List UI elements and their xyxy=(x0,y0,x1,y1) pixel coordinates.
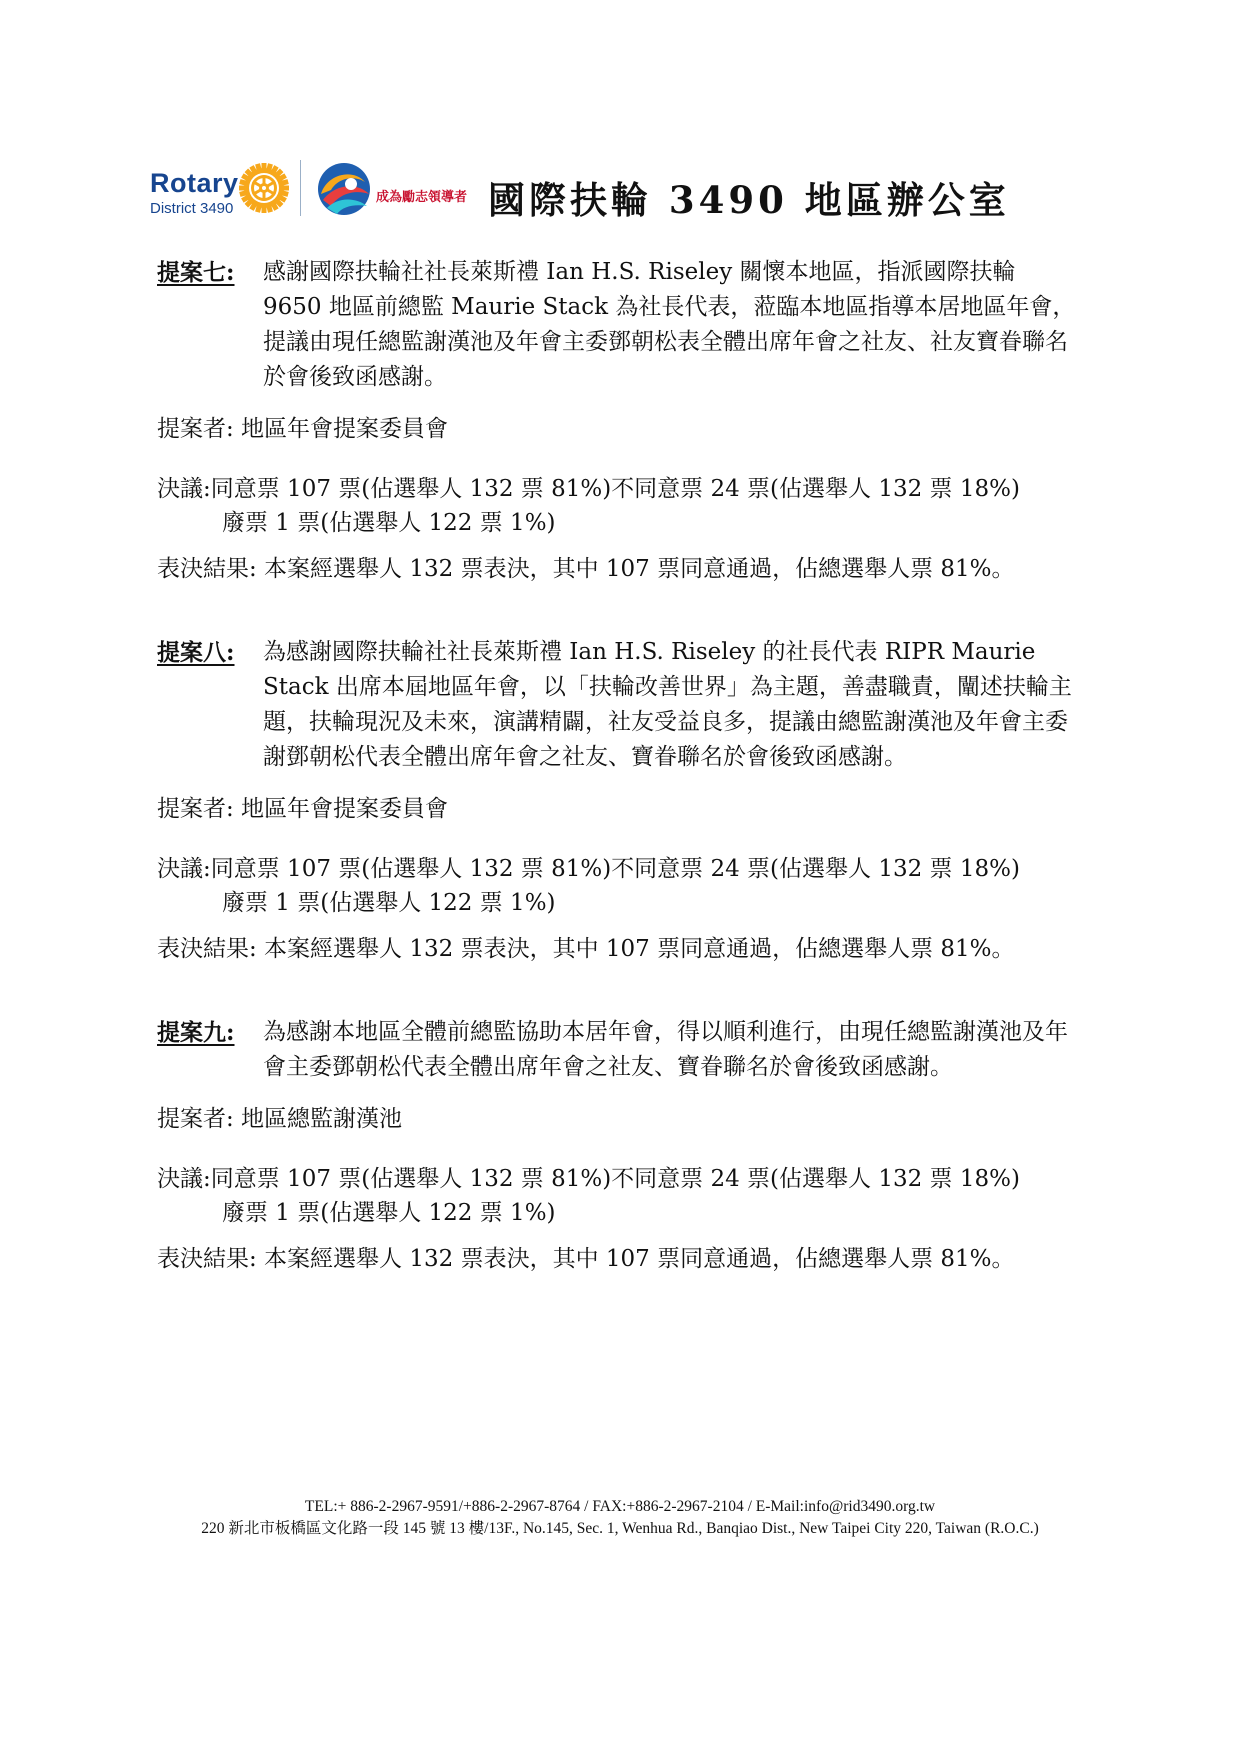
rotary-wheel-icon xyxy=(238,162,290,214)
resolution xyxy=(157,852,1077,920)
resolution-invalid-votes: 廢票 1 票(佔選舉人 122 票 1%) xyxy=(222,510,556,536)
proposal-label: 提案八: xyxy=(157,639,235,666)
proposer: 提案者: 地區年會提案委員會 xyxy=(157,416,449,442)
vote-result: 表決結果: 本案經選舉人 132 票表決，其中 107 票同意通過，佔總選舉人票 81%。 xyxy=(157,1246,1015,1272)
proposal-text: 為感謝國際扶輪社社長萊斯禮 Ian H.S. Riseley 的社長代表 RIPR Maurie Stack 出席本屆地區年會，以「扶輪改善世界」為主題，善盡職責，闡述扶輪主題，扶輪現況及未來，演講精闢，社友受益良多，提議由總監謝漢池及年會主委謝鄧朝松代表全體出席年會之社友、寶眷聯名於會後致函感謝。 xyxy=(263,639,1072,770)
proposer: 提案者: 地區年會提案委員會 xyxy=(157,796,449,822)
footer xyxy=(0,1496,1240,1540)
resolution xyxy=(157,1162,1077,1230)
resolution-invalid-votes: 廢票 1 票(佔選舉人 122 票 1%) xyxy=(222,1200,556,1226)
office-title: 國際扶輪 3490 地區辦公室 xyxy=(488,178,1010,222)
resolution-votes: 決議:同意票 107 票(佔選舉人 132 票 81%)不同意票 24 票(佔選舉人 132 票 18%) xyxy=(157,856,1020,882)
logo-divider xyxy=(300,160,301,216)
footer-address: 220 新北市板橋區文化路一段 145 號 13 樓/13F., No.145, Sec. 1, Wenhua Rd., Banqiao Dist., New Taipei City 220, Taiwan (R.O.C.) xyxy=(201,1520,1039,1537)
proposal-9 xyxy=(157,1015,1077,1085)
resolution-votes: 決議:同意票 107 票(佔選舉人 132 票 81%)不同意票 24 票(佔選舉人 132 票 18%) xyxy=(157,476,1020,502)
theme-swirl-logo xyxy=(313,160,375,218)
proposer: 提案者: 地區總監謝漢池 xyxy=(157,1106,403,1132)
district-label: District 3490 xyxy=(150,200,234,217)
resolution-votes: 決議:同意票 107 票(佔選舉人 132 票 81%)不同意票 24 票(佔選舉人 132 票 18%) xyxy=(157,1166,1020,1192)
proposal-7 xyxy=(157,255,1077,395)
proposal-label: 提案七: xyxy=(157,259,235,286)
letterhead xyxy=(150,158,1080,230)
slogan: 成為勵志領導者 xyxy=(376,190,468,205)
minutes-body xyxy=(157,255,1077,1277)
vote-result: 表決結果: 本案經選舉人 132 票表決，其中 107 票同意通過，佔總選舉人票 81%。 xyxy=(157,936,1015,962)
resolution xyxy=(157,472,1077,540)
proposal-label: 提案九: xyxy=(157,1019,235,1046)
proposal-text: 感謝國際扶輪社社長萊斯禮 Ian H.S. Riseley 關懷本地區，指派國際扶輪 9650 地區前總監 Maurie Stack 為社長代表，蒞臨本地區指導本居地區年會，提議由現任總監謝漢池及年會主委鄧朝松表全體出席年會之社友、社友寶眷聯名於會後致函感謝。 xyxy=(263,259,1076,390)
proposal-8 xyxy=(157,635,1077,775)
resolution-invalid-votes: 廢票 1 票(佔選舉人 122 票 1%) xyxy=(222,890,556,916)
rotary-wordmark: Rotary xyxy=(150,168,239,198)
footer-contact: TEL:+ 886-2-2967-9591/+886-2-2967-8764 / FAX:+886-2-2967-2104 / E-Mail:info@rid3490.org.tw xyxy=(304,1498,936,1515)
vote-result: 表決結果: 本案經選舉人 132 票表決，其中 107 票同意通過，佔總選舉人票 81%。 xyxy=(157,556,1015,582)
proposal-text: 為感謝本地區全體前總監協助本居年會，得以順利進行，由現任總監謝漢池及年會主委鄧朝松代表全體出席年會之社友、寶眷聯名於會後致函感謝。 xyxy=(263,1019,1068,1080)
